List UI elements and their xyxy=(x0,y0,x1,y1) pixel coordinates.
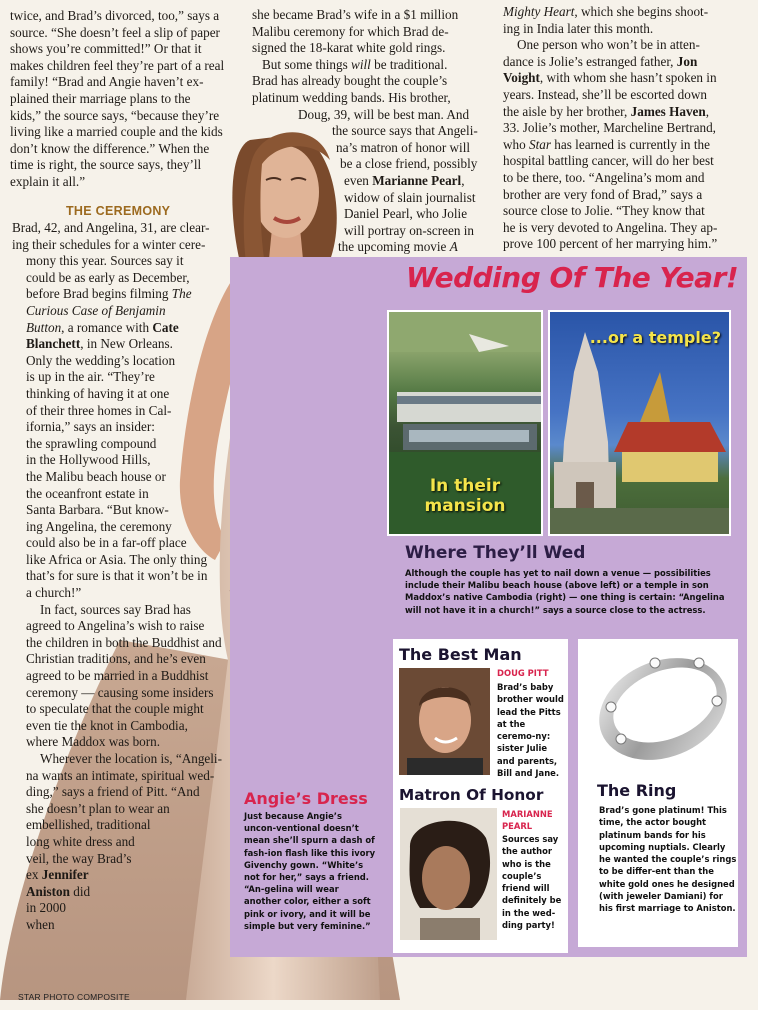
text-line: Doug, 39, will be best man. And xyxy=(298,106,470,122)
text-line: widow of slain journalist xyxy=(344,189,476,205)
text-line: of their three homes in Cal- xyxy=(26,402,172,418)
text-line: Blanchett, in New Orleans. xyxy=(26,336,173,352)
text-line: Mighty Heart, which she begins shoot- xyxy=(503,4,709,19)
text-line: ing their schedules for a winter cere- xyxy=(12,236,206,252)
text-line: be a close friend, possibly xyxy=(340,156,478,172)
text-line: when xyxy=(26,916,55,932)
text-line: in 2000 xyxy=(26,900,66,916)
text-line: dance is Jolie’s estranged father, Jon xyxy=(503,53,698,69)
text-line: even Marianne Pearl, xyxy=(344,172,465,188)
text-line: Curious Case of Benjamin xyxy=(26,302,166,318)
text-line: agreed to Angelina’s wish to raise xyxy=(26,618,205,634)
where-they-wed-caption: Although the couple has yet to nail down a venue — possibilities include their Malibu beach house (above left) or a temple in son Maddox’s native Cambodia (right) — one thing is certain: “Angelina will not have it in a church!” says a source close to the actress. xyxy=(405,568,725,615)
ring-text: Brad’s gone platinum! This time, the actor bought platinum bands for his upcoming nuptials. Clearly he wanted the couple’s rings to be differ-ent than the white gold ones he designed (with jeweler Damiani) for his first marriage to Aniston. xyxy=(599,805,737,914)
ring-photo xyxy=(583,643,735,775)
text-line: ding,” says a friend of Pitt. “And xyxy=(26,784,200,800)
text-line: don’t know the difference.” When the xyxy=(10,140,210,156)
text-line: like Africa or Asia. The only thing xyxy=(26,551,208,567)
text-line: the aisle by her brother, James Haven, xyxy=(503,103,710,119)
text-line: he is very devoted to Angelina. They ap- xyxy=(503,219,718,235)
text-line: ing in India later this month. xyxy=(503,20,654,36)
text-line: to be there, too. “Angelina’s mom and xyxy=(503,169,705,185)
text-line: she became Brad’s wife in a $1 million xyxy=(252,7,459,22)
text-line: But some things will be traditional. xyxy=(262,56,448,72)
text-line: to speculate that the couple might xyxy=(26,701,204,717)
text-line: na’s matron of honor will xyxy=(336,139,471,155)
temple-photo xyxy=(548,310,731,536)
text-line: Brad has already bought the couple’s xyxy=(252,73,448,89)
text-line: signed the 18-karat white gold rings. xyxy=(252,40,446,56)
text-line: ing Angelina, the ceremony xyxy=(26,518,172,534)
text-line: who Star has learned is currently in the xyxy=(503,136,710,152)
text-line: ceremony — causing some insiders xyxy=(26,684,214,700)
text-line: Malibu ceremony for which Brad de- xyxy=(252,23,449,39)
text-line: explain it all.” xyxy=(10,173,86,189)
matron-name: MARIANNE PEARL xyxy=(502,809,553,832)
photo-credit: STAR PHOTO COMPOSITE xyxy=(18,992,130,1002)
marianne-pearl-photo xyxy=(400,808,497,940)
where-they-wed-title: Where They’ll Wed xyxy=(405,543,586,563)
text-line: makes children feel they’re part of a real xyxy=(10,57,225,73)
text-line: thinking of having it at one xyxy=(26,385,170,401)
text-line: the children in both the Buddhist and xyxy=(26,634,222,650)
text-line: mony this year. Sources say it xyxy=(26,253,184,269)
text-line: the oceanfront estate in xyxy=(26,485,149,501)
text-line: before Brad begins filming The xyxy=(26,286,192,302)
text-line: time is right, the source says, they’ll xyxy=(10,157,202,173)
doug-pitt-photo xyxy=(399,668,490,775)
sidebar-title: Wedding Of The Year! xyxy=(406,261,739,294)
text-line: long white dress and xyxy=(26,833,135,849)
text-line: Santa Barbara. “But know- xyxy=(26,502,169,518)
text-line: prove 100 percent of her marrying him.” xyxy=(503,236,718,252)
text-line: agreed to be married in a Buddhist xyxy=(26,668,209,684)
text-line: the upcoming movie A xyxy=(338,239,458,255)
text-line: ifornia,” says an insider: xyxy=(26,419,155,435)
text-line: Button, a romance with Cate xyxy=(26,319,179,335)
text-line: In fact, sources say Brad has xyxy=(40,601,191,617)
mansion-label: In their mansion xyxy=(424,476,506,516)
text-line: plained their marriage plans to the xyxy=(10,90,191,106)
matron-title: Matron Of Honor xyxy=(399,786,544,804)
text-line: a church!” xyxy=(26,585,82,601)
text-line: even tie the knot in Cambodia, xyxy=(26,717,188,733)
text-line: Christian traditions, and he’s even xyxy=(26,651,206,667)
best-man-name: DOUG PITT xyxy=(497,668,549,678)
text-line: will portray on-screen in xyxy=(344,222,475,238)
article-column-2 xyxy=(252,7,490,256)
article-column-1-ceremony xyxy=(12,220,244,934)
best-man-title: The Best Man xyxy=(399,645,522,664)
section-heading-ceremony: THE CEREMONY xyxy=(66,204,171,218)
text-line: source. “She doesn’t feel a slip of paper xyxy=(10,24,220,40)
mansion-photo xyxy=(387,310,543,536)
text-line: in the Hollywood Hills, xyxy=(26,452,151,468)
text-line: twice, and Brad’s divorced, too,” says a xyxy=(10,8,220,23)
text-line: Aniston did xyxy=(26,883,91,899)
text-line: the Malibu beach house or xyxy=(26,468,166,484)
text-line: the source says that Angeli- xyxy=(332,123,478,139)
text-line: is up in the air. “They’re xyxy=(26,369,155,385)
text-line: ex Jennifer xyxy=(26,867,89,883)
text-line: shows you’re committed!” Or that it xyxy=(10,41,202,57)
text-line: could be as early as December, xyxy=(26,269,190,285)
text-line: family! “Brad and Angie haven’t ex- xyxy=(10,74,204,90)
text-line: years. Instead, she’ll be escorted down xyxy=(503,86,707,102)
text-line: source close to Jolie. “They know that xyxy=(503,203,705,219)
text-line: Voight, with whom she hasn’t spoken in xyxy=(503,70,717,86)
text-line: kids,” the source says, “because they’re xyxy=(10,107,220,123)
text-line: living like a married couple and the kids xyxy=(10,124,223,140)
text-line: embellished, traditional xyxy=(26,817,151,833)
angies-dress-title: Angie’s Dress xyxy=(244,789,368,808)
text-line: veil, the way Brad’s xyxy=(26,850,132,866)
text-line: she doesn’t plan to wear an xyxy=(26,800,170,816)
text-line: where Maddox was born. xyxy=(26,734,161,750)
text-line: na wants an intimate, spiritual wed- xyxy=(26,767,215,783)
text-line: platinum wedding bands. His brother, xyxy=(252,89,451,105)
text-line: hospital battling cancer, will do her best xyxy=(503,153,714,169)
text-line: Only the wedding’s location xyxy=(26,352,176,368)
matron-text: Sources say the author who is the couple’s friend will definitely be in the wed-ding party! xyxy=(502,834,562,931)
text-line: Daniel Pearl, who Jolie xyxy=(344,206,468,222)
text-line: the sprawling compound xyxy=(26,435,157,451)
text-line: brother are very fond of Brad,” says a xyxy=(503,186,703,202)
text-line: One person who won’t be in atten- xyxy=(517,37,700,53)
temple-label: ...or a temple? xyxy=(589,328,721,347)
text-line: Brad, 42, and Angelina, 31, are clear- xyxy=(12,220,210,235)
angies-dress-text: Just because Angie’s uncon-ventional doesn’t mean she’ll spurn a dash of fash-ion flash like this ivory Givenchy gown. “White’s not for her,” says a friend. “An-gelina will wear another color, either a soft pink or ivory, and it will be simple but very feminine.” xyxy=(244,811,376,931)
text-line: could also be in a far-off place xyxy=(26,535,187,551)
text-line: that’s for sure is that it won’t be in xyxy=(26,568,208,584)
text-line: Wherever the location is, “Angeli- xyxy=(40,751,222,766)
article-column-3 xyxy=(503,4,743,253)
text-line: 33. Jolie’s mother, Marcheline Bertrand, xyxy=(503,120,716,136)
ring-title: The Ring xyxy=(597,781,677,800)
best-man-text: Brad’s baby brother would lead the Pitts at the ceremo-ny: sister Julie and parents, Bill and Jane. xyxy=(497,682,564,779)
